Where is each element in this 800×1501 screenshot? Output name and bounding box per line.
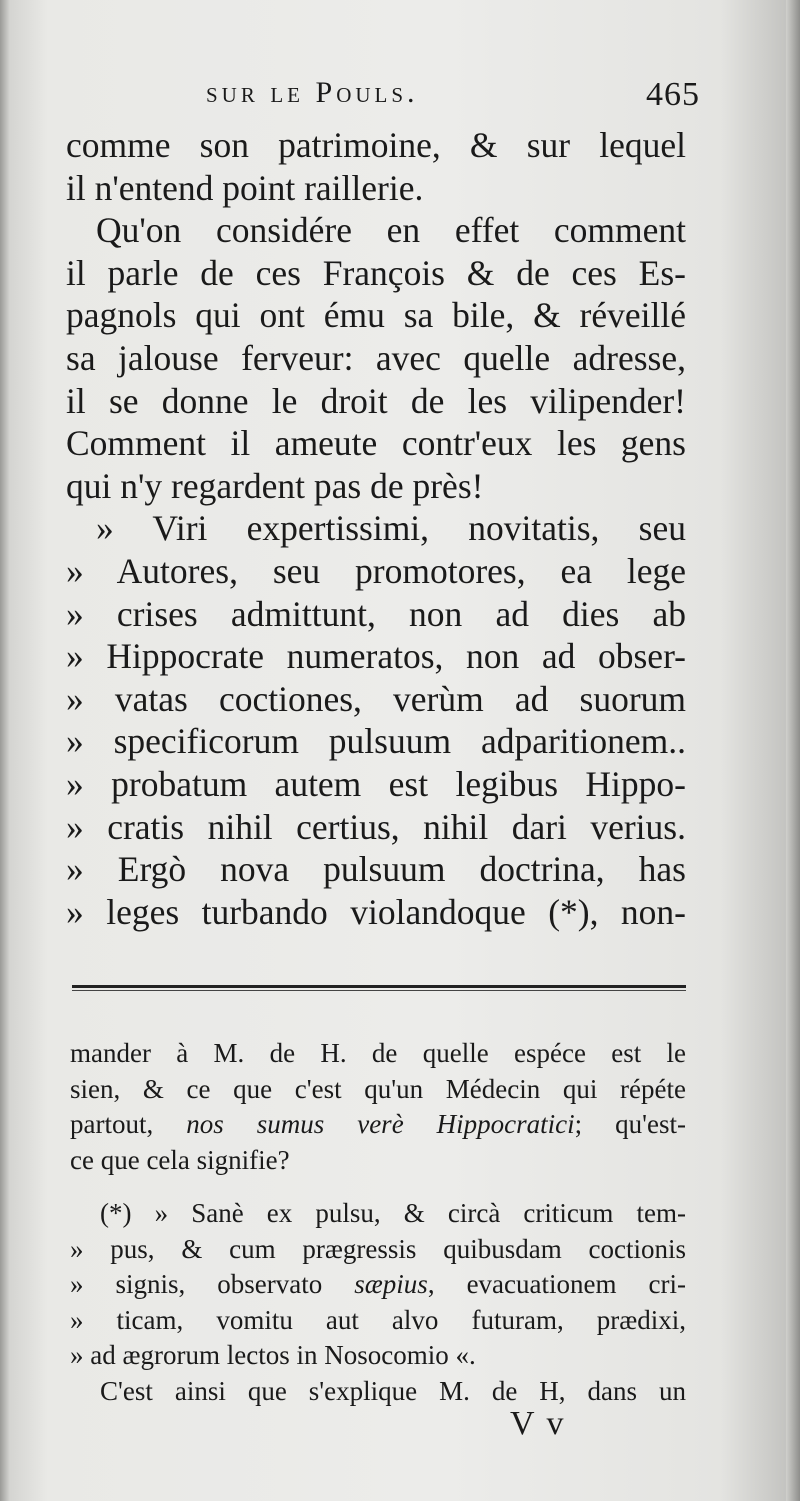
footnote-line: » ticam, vomitu aut alvo futuram, prædixi, bbox=[70, 1304, 686, 1335]
footnote-line: sien, & ce que c'est qu'un Médecin qui répéte bbox=[70, 1073, 686, 1104]
running-title: sur le Pouls. bbox=[206, 76, 419, 109]
text-line: » specificorum pulsuum adparitionem.. bbox=[66, 721, 686, 762]
footnote-line bbox=[70, 1107, 686, 1143]
catchword: V v bbox=[510, 1405, 566, 1442]
text-line: pagnols qui ont ému sa bile, & réveillé bbox=[66, 295, 686, 336]
page-right-edge bbox=[786, 0, 800, 1501]
page-left-edge bbox=[0, 0, 10, 1501]
footnote-line: C'est ainsi que s'explique M. de H, dans un bbox=[100, 1375, 686, 1406]
footnote-text: ; qu'est- bbox=[574, 1109, 686, 1139]
footnote-line: ce que cela signifie? bbox=[70, 1144, 290, 1175]
footnote-gap bbox=[70, 1178, 686, 1196]
text-line: comme son patrimoine, & sur lequel bbox=[66, 125, 686, 165]
footnote-italic: nos sumus verè Hippocratici bbox=[186, 1109, 575, 1139]
footnote-line: » ad ægrorum lectos in Nosocomio «. bbox=[70, 1340, 476, 1370]
text-line: » vatas coctiones, verùm ad suorum bbox=[66, 678, 686, 719]
running-head bbox=[70, 76, 700, 116]
footnote-line: (*) » Sanè ex pulsu, & circà criticum tem- bbox=[100, 1198, 686, 1228]
text-line: » Viri expertissimi, novitatis, seu bbox=[96, 508, 686, 549]
footnote-line: mander à M. de H. de quelle espéce est le bbox=[70, 1038, 686, 1068]
footnote-line bbox=[70, 1267, 686, 1303]
text-line: » Ergò nova pulsuum doctrina, has bbox=[66, 849, 686, 890]
footnote-text: , evacuationem cri- bbox=[427, 1269, 686, 1299]
footnote-text: partout, bbox=[70, 1109, 187, 1139]
text-line: » leges turbando violandoque (*), non- bbox=[66, 891, 686, 932]
footnote-text: » signis, observato bbox=[70, 1269, 355, 1299]
text-line: » Autores, seu promotores, ea lege bbox=[66, 550, 686, 591]
main-text bbox=[66, 124, 686, 933]
text-line: Comment il ameute contr'eux les gens bbox=[66, 423, 686, 464]
page-number: 465 bbox=[646, 76, 700, 113]
text-line: il parle de ces François & de ces Es- bbox=[66, 252, 686, 293]
text-line: » Hippocrate numeratos, non ad obser- bbox=[66, 636, 686, 677]
text-line: » probatum autem est legibus Hippo- bbox=[66, 763, 686, 804]
footnote-line: » pus, & cum prægressis quibusdam coctionis bbox=[70, 1233, 686, 1264]
text-line: » cratis nihil certius, nihil dari verius. bbox=[66, 806, 686, 847]
text-line: il se donne le droit de les vilipender! bbox=[66, 380, 686, 421]
text-line: il n'entend point raillerie. bbox=[66, 167, 424, 208]
footnote-rule bbox=[72, 985, 686, 991]
footnote-italic: sæpius bbox=[354, 1269, 428, 1299]
text-line: sa jalouse ferveur: avec quelle adresse, bbox=[66, 337, 686, 378]
text-line: qui n'y regardent pas de près! bbox=[66, 465, 484, 506]
text-line: Qu'on considére en effet comment bbox=[96, 210, 686, 251]
text-line: » crises admittunt, non ad dies ab bbox=[66, 593, 686, 634]
footnotes bbox=[70, 1036, 686, 1409]
